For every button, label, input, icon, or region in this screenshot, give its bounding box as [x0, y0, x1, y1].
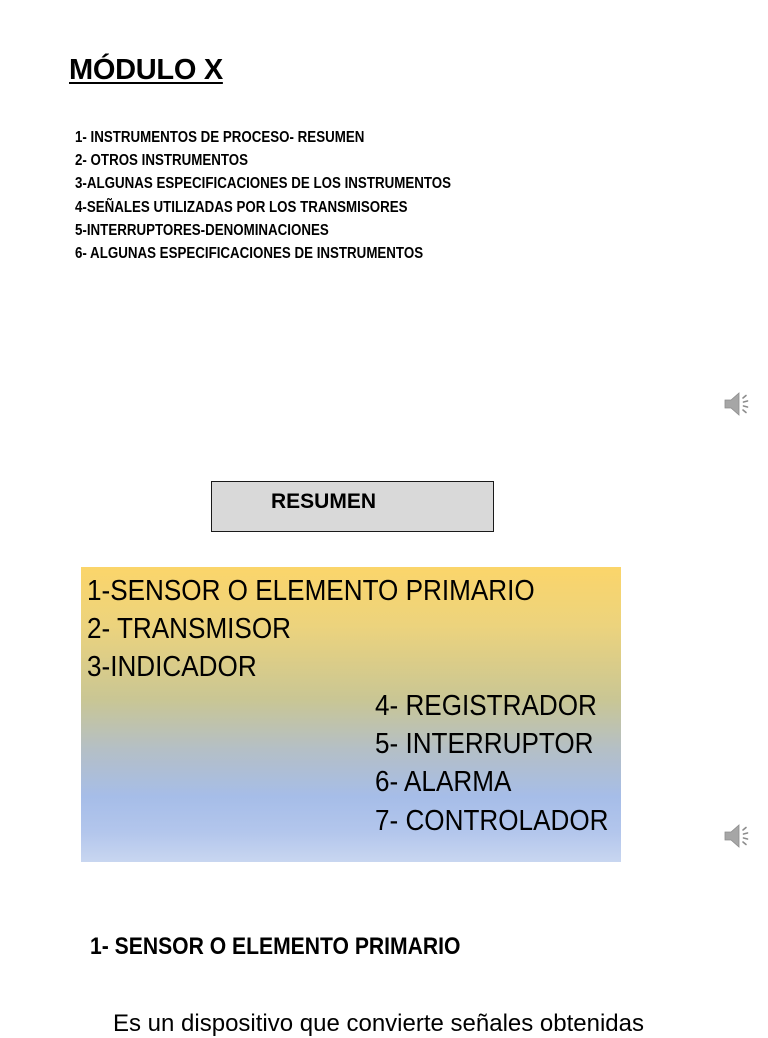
toc-item: 1- INSTRUMENTOS DE PROCESO- RESUMEN: [75, 129, 365, 146]
speaker-icon[interactable]: [722, 389, 754, 419]
table-of-contents: [75, 126, 512, 265]
summary-item: 3-INDICADOR: [87, 651, 257, 683]
summary-item: 5- INTERRUPTOR: [375, 728, 594, 760]
summary-box: [81, 567, 621, 862]
resumen-label: RESUMEN: [271, 490, 377, 513]
module-title: MÓDULO X: [69, 54, 223, 86]
summary-item: 6- ALARMA: [375, 766, 512, 798]
toc-item: 3-ALGUNAS ESPECIFICACIONES DE LOS INSTRUMENTOS: [75, 175, 451, 193]
resumen-label-box: [211, 481, 494, 532]
body-text: Es un dispositivo que convierte señales obtenidas: [113, 1010, 644, 1037]
summary-item: 1-SENSOR O ELEMENTO PRIMARIO: [87, 575, 535, 607]
toc-item: 4-SEÑALES UTILIZADAS POR LOS TRANSMISORES: [75, 198, 408, 216]
toc-item: 6- ALGUNAS ESPECIFICACIONES DE INSTRUMENTOS: [75, 244, 424, 262]
summary-item: 4- REGISTRADOR: [375, 690, 597, 722]
summary-item: 2- TRANSMISOR: [87, 613, 292, 645]
toc-item: 5-INTERRUPTORES-DENOMINACIONES: [75, 221, 329, 239]
section-heading: 1- SENSOR O ELEMENTO PRIMARIO: [90, 933, 461, 960]
speaker-icon[interactable]: [722, 821, 754, 851]
toc-item: 2- OTROS INSTRUMENTOS: [75, 152, 249, 170]
summary-item: 7- CONTROLADOR: [375, 805, 609, 837]
